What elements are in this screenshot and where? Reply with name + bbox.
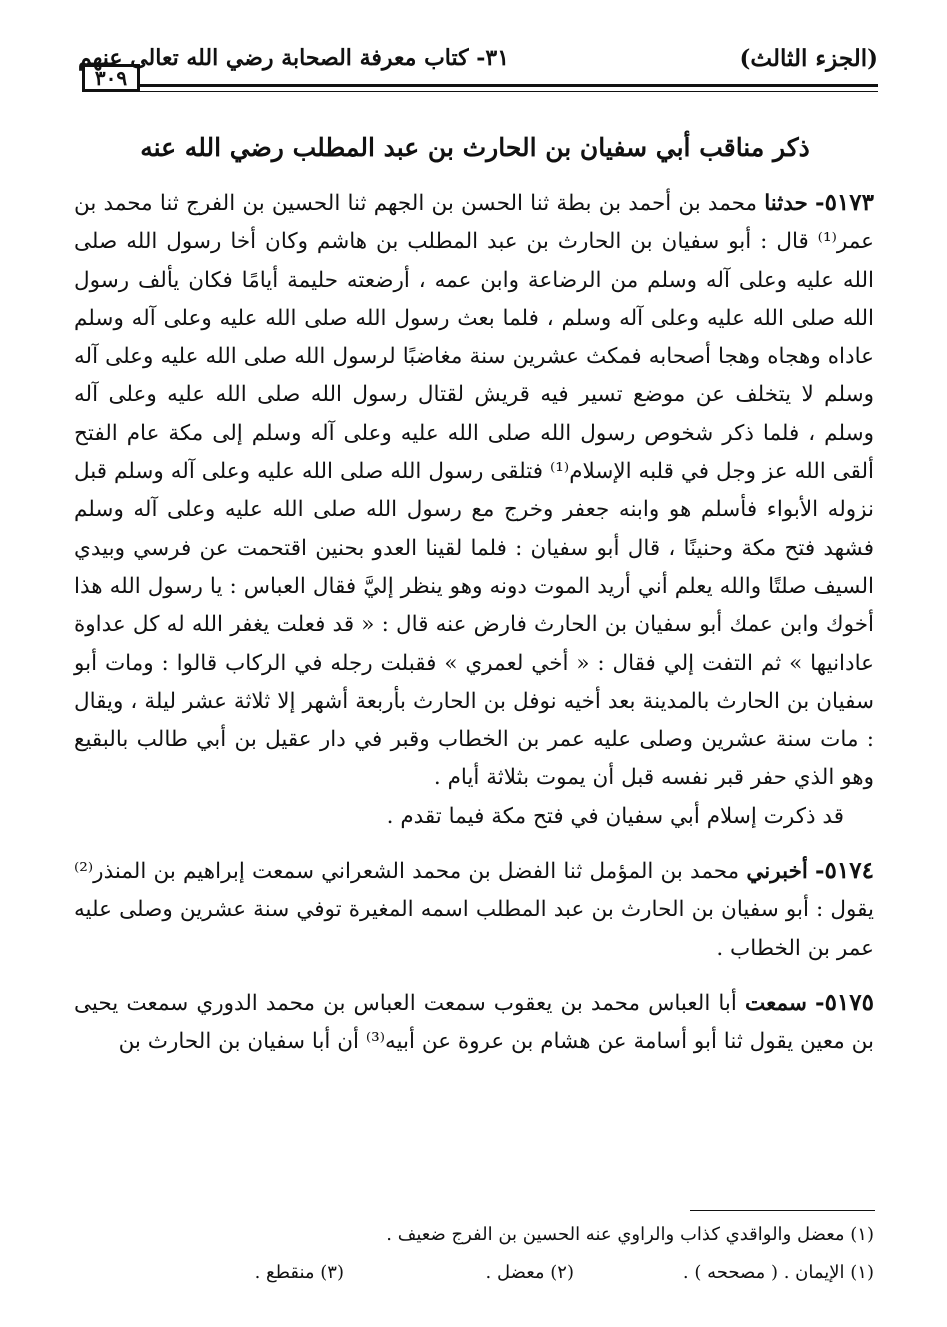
- footnote-3: (٣) منقطع .: [254, 1262, 344, 1283]
- volume-label: (الجزء الثالث): [739, 44, 878, 72]
- footnote-line-2: [74, 1262, 874, 1283]
- entry-text: أبا العباس محمد بن يعقوب سمعت العباس بن محمد الدوري سمعت يحيى بن معين يقول ثنا أبو أسامة عن هشام بن عروة عن أبيه⁽³⁾ أن أبا سفيان بن الحارث بن: [74, 990, 874, 1055]
- entry-number: ٥١٧٤-: [815, 857, 874, 885]
- section-title: ذكر مناقب أبي سفيان بن الحارث بن عبد المطلب رضي الله عنه: [140, 133, 810, 162]
- main-text: [74, 184, 874, 1062]
- header-rule-thick: [140, 84, 878, 87]
- header-rule-thin: [140, 91, 878, 92]
- entry-separator: [74, 968, 874, 984]
- entry-separator: [74, 836, 874, 852]
- entry-text: محمد بن المؤمل ثنا الفضل بن محمد الشعراني سمعت إبراهيم بن المنذر⁽²⁾ يقول : أبو سفيان بن الحارث بن عبد المطلب اسمه المغيرة توفي سنة عشرين وصلى عليه عمر بن الخطاب .: [74, 859, 874, 961]
- page-header: [78, 42, 878, 74]
- footnote-1: (١) الإيمان . ( مصححه ) .: [682, 1262, 874, 1283]
- entry-lead-word: حدثنا: [764, 191, 808, 216]
- footnote-line-1: (١) معضل والواقدي كذاب والراوي عنه الحسين بن الفرج ضعيف .: [386, 1224, 874, 1245]
- entry-lead-word: أخبرني: [746, 859, 808, 885]
- entry-5175: [74, 984, 874, 1062]
- entry-5173: [74, 184, 874, 798]
- page-number-box: [82, 64, 140, 92]
- entry-lead-word: سمعت: [744, 990, 807, 1016]
- entry-text: محمد بن أحمد بن بطة ثنا الحسن بن الجهم ثنا الحسين بن الفرج ثنا محمد بن عمر⁽¹⁾ قال : أبو سفيان بن الحارث بن عبد المطلب بن هاشم وكان أخا رسول الله صلى الله عليه وعلى آله وسلم من الرضاعة وابن عمه ، أرضعته حليمة أيامًا فكان يألف رسول الله صلى الله عليه وعلى آله وسلم ، فلما بعث رسول الله صلى الله عليه وعلى آله وسلم عاداه وهجاه وهجا أصحابه فمكث عشرين سنة مغاضبًا لرسول الله صلى الله عليه وعلى آله وسلم لا يتخلف عن موضع تسير فيه قريش لقتال رسول الله صلى الله عليه وعلى آله وسلم ، فلما ذكر شخوص رسول الله صلى الله عليه وعلى آله وسلم إلى مكة عام الفتح ألقى الله عز وجل في قلبه الإسلام⁽¹⁾ فتلقى رسول الله صلى الله عليه وعلى آله وسلم قبل نزوله الأبواء فأسلم هو وابنه جعفر وخرج مع رسول الله صلى الله عليه وعلى آله وسلم فشهد فتح مكة وحنينًا ، قال أبو سفيان : فلما لقينا العدو بحنين اقتحمت عن فرسي وبيدي السيف صلتًا والله يعلم أني أريد الموت دونه وهو ينظر إليَّ فقال العباس : يا رسول الله هذا أخوك وابن عمك أبو سفيان بن الحارث فارض عنه قال : « قد فعلت يغفر الله له كل عداوة عادانيها » ثم التفت إلي فقال : « أخي لعمري » فقبلت رجله في الركاب قالوا : ومات أبو سفيان بن الحارث بالمدينة بعد أخيه نوفل بن الحارث بأربعة أشهر إلا ثلاثة عشر ليلة ، ويقال : مات سنة عشرين وصلى عليه عمر بن الخطاب وقبر في دار عقيل بن أبي طالب بالبقيع وهو الذي حفر قبر نفسه قبل أن يموت بثلاثة أيام .: [74, 191, 874, 791]
- entry-5174: [74, 852, 874, 968]
- footnote-2: (٢) معضل .: [485, 1262, 574, 1283]
- entry-number: ٥١٧٥-: [815, 988, 874, 1016]
- page-number: ٣٠٩: [94, 66, 128, 90]
- entry-note: قد ذكرت إسلام أبي سفيان في فتح مكة فيما تقدم .: [386, 803, 844, 829]
- entry-number: ٥١٧٣-: [815, 189, 874, 216]
- book-title: ٣١- كتاب معرفة الصحابة رضي الله تعالى عنهم: [78, 45, 510, 71]
- footnote-rule: [690, 1210, 875, 1211]
